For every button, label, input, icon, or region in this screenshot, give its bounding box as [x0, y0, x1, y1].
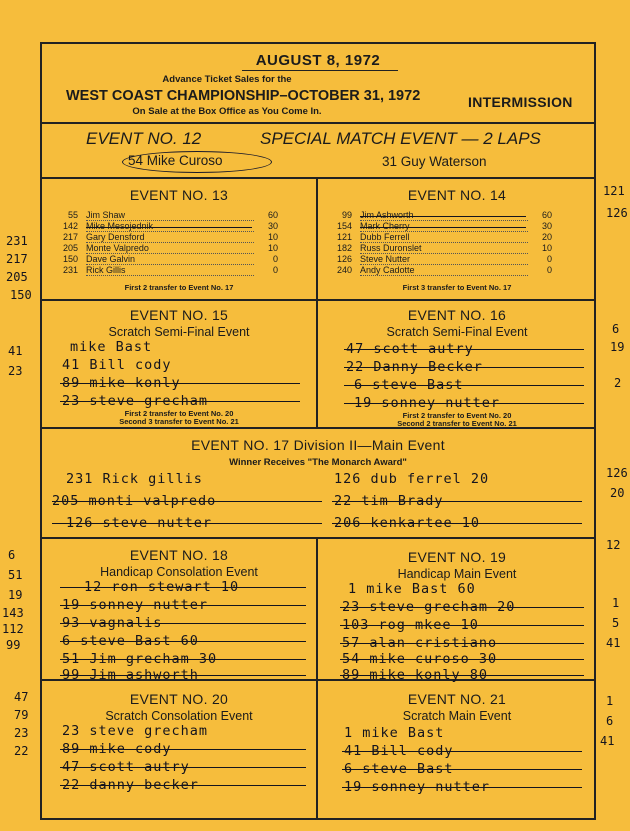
- handwritten-entry: 6 steve Bast: [344, 761, 454, 777]
- table-row: 240 Andy Cadotte 0: [336, 265, 552, 275]
- margin-note: 2: [614, 376, 622, 390]
- strike-through: [344, 403, 584, 404]
- table-row: 126 Steve Nutter 0: [336, 254, 552, 264]
- event-18-section: [42, 539, 316, 681]
- strike-through: [332, 523, 582, 524]
- event-16-title: EVENT NO. 16: [407, 307, 507, 323]
- strike-through: [60, 675, 306, 676]
- margin-note: 150: [10, 288, 32, 302]
- event-17-section: [42, 429, 594, 539]
- program-header: [42, 44, 594, 124]
- advance-sales-text: Advance Ticket Sales for the: [162, 74, 292, 85]
- strike-through: [60, 749, 306, 750]
- event-17-subtitle: Winner Receives "The Monarch Award": [229, 457, 407, 468]
- margin-note: 126: [606, 206, 628, 220]
- handwritten-entry: 41 Bill cody: [62, 357, 172, 373]
- margin-note: 47: [14, 690, 29, 704]
- strike-through: [340, 625, 584, 626]
- handwritten-entry: mike Bast: [70, 339, 153, 355]
- table-row: 142 Mike Mesojednik 30: [62, 221, 278, 231]
- event-12-title: EVENT NO. 12: [86, 129, 202, 148]
- margin-note: 23: [8, 364, 23, 378]
- handwritten-entry: 51 Jim grecham 30: [62, 651, 218, 667]
- handwritten-entry: 126 dub ferrel 20: [334, 471, 490, 487]
- championship-title: WEST COAST CHAMPIONSHIP–OCTOBER 31, 1972: [66, 88, 421, 104]
- table-row: 121 Dubb Ferrell 20: [336, 232, 552, 242]
- strike-through: [340, 607, 584, 608]
- strike-through: [344, 385, 584, 386]
- strike-through: [342, 787, 582, 788]
- program-sheet: [40, 42, 596, 820]
- event-16-subtitle: Scratch Semi-Final Event: [386, 325, 528, 339]
- table-row: 231 Rick Gillis 0: [62, 265, 278, 275]
- margin-note: 99: [6, 638, 21, 652]
- strike-through: [60, 623, 306, 624]
- strike-through: [60, 587, 306, 588]
- handwritten-entry: 23 steve grecham: [62, 723, 209, 739]
- handwritten-entry: 205 monti valpredo: [52, 493, 217, 509]
- handwritten-entry: 1 mike Bast 60: [348, 581, 476, 597]
- handwritten-entry: 23 steve grecham 20: [342, 599, 516, 615]
- on-sale-text: On Sale at the Box Office as You Come In.: [132, 106, 322, 117]
- strike-through: [60, 785, 306, 786]
- handwritten-entry: 89 mike cody: [62, 741, 172, 757]
- margin-note: 231: [6, 234, 28, 248]
- strike-through: [60, 383, 300, 384]
- margin-note: 5: [612, 616, 620, 630]
- event-15-title: EVENT NO. 15: [129, 307, 229, 323]
- event-16-footer-2: Second 2 transfer to Event No. 21: [397, 419, 517, 428]
- handwritten-entry: 231 Rick gillis: [66, 471, 203, 487]
- event-16-footer-1: First 2 transfer to Event No. 20: [402, 411, 512, 420]
- strike-through: [342, 751, 582, 752]
- margin-note: 20: [610, 486, 625, 500]
- margin-note: 217: [6, 252, 28, 266]
- program-date: AUGUST 8, 1972: [255, 52, 381, 69]
- event-12-section: [42, 122, 594, 179]
- margin-note: 6: [606, 714, 614, 728]
- event-15-subtitle: Scratch Semi-Final Event: [108, 325, 250, 339]
- handwritten-entry: 103 rog mkee 10: [342, 617, 479, 633]
- strike-through: [360, 216, 526, 217]
- margin-note: 22: [14, 744, 29, 758]
- table-row: 99 Jim Ashworth 60: [341, 210, 552, 220]
- handwritten-entry: 93 vagnalis: [62, 615, 163, 631]
- margin-note: 41: [600, 734, 615, 748]
- strike-through: [360, 227, 526, 228]
- strike-through: [344, 349, 584, 350]
- event-13-footer: First 2 transfer to Event No. 17: [124, 283, 234, 292]
- margin-note: 6: [8, 548, 16, 562]
- handwritten-entry: 22 Danny Becker: [346, 359, 483, 375]
- strike-through: [60, 605, 306, 606]
- handwritten-entry: 6 steve Bast: [354, 377, 464, 393]
- margin-note: 6: [612, 322, 620, 336]
- event-15-footer-1: First 2 transfer to Event No. 20: [124, 409, 234, 418]
- strike-through: [52, 501, 322, 502]
- handwritten-entry: 126 steve nutter: [66, 515, 213, 531]
- event-21-section: [318, 681, 596, 818]
- handwritten-entry: 57 alan cristiano: [342, 635, 498, 651]
- strike-through: [52, 523, 322, 524]
- event-12-driver-2: 31 Guy Waterson: [382, 154, 487, 169]
- margin-note: 112: [2, 622, 24, 636]
- handwritten-entry: 99 Jim ashworth: [62, 667, 199, 683]
- event-14-section: [318, 177, 596, 301]
- table-row: 150 Dave Galvin 0: [62, 254, 278, 264]
- handwritten-entry: 47 scott autry: [62, 759, 190, 775]
- margin-note: 121: [603, 184, 625, 198]
- table-row: 205 Monte Valpredo 10: [62, 243, 278, 253]
- handwritten-entry: 6 steve Bast 60: [62, 633, 199, 649]
- handwritten-entry: 89 mike konly 80: [342, 667, 489, 683]
- strike-through: [340, 675, 584, 676]
- semi-final-row: [42, 301, 594, 429]
- heat-row-1: [42, 177, 594, 301]
- event-20-section: [42, 681, 316, 818]
- margin-note: 205: [6, 270, 28, 284]
- margin-note: 23: [14, 726, 29, 740]
- event-12-subtitle: SPECIAL MATCH EVENT — 2 LAPS: [260, 129, 541, 148]
- event-20-subtitle: Scratch Consolation Event: [105, 709, 253, 723]
- event-20-title: EVENT NO. 20: [129, 691, 229, 707]
- date-underline: [242, 70, 398, 71]
- event-18-title: EVENT NO. 18: [129, 547, 229, 563]
- table-row: 55 Jim Shaw 60: [67, 210, 278, 220]
- handwritten-entry: 206 kenkartee 10: [334, 515, 481, 531]
- handwritten-entry: 22 tim Brady: [334, 493, 444, 509]
- margin-note: 19: [8, 588, 23, 602]
- margin-note: 1: [606, 694, 614, 708]
- event-16-section: [318, 301, 596, 429]
- margin-note: 41: [606, 636, 621, 650]
- margin-note: 79: [14, 708, 29, 722]
- event-19-subtitle: Handicap Main Event: [397, 567, 517, 581]
- handwritten-entry: 41 Bill cody: [344, 743, 454, 759]
- table-row: 154 Mark Cherry 30: [336, 221, 552, 231]
- strike-through: [340, 643, 584, 644]
- event-18-subtitle: Handicap Consolation Event: [100, 565, 258, 579]
- event-14-footer: First 3 transfer to Event No. 17: [402, 283, 512, 292]
- margin-note: 143: [2, 606, 24, 620]
- strike-through: [60, 401, 300, 402]
- strike-through: [332, 501, 582, 502]
- event-13-section: [42, 177, 316, 301]
- margin-note: 126: [606, 466, 628, 480]
- event-19-title: EVENT NO. 19: [407, 549, 507, 565]
- strike-through: [60, 641, 306, 642]
- table-row: 217 Gary Densford 10: [62, 232, 278, 242]
- handwritten-entry: 1 mike Bast: [344, 725, 445, 741]
- table-row: 182 Russ Duronslet 10: [336, 243, 552, 253]
- event-21-title: EVENT NO. 21: [407, 691, 507, 707]
- event-14-title: EVENT NO. 14: [407, 187, 507, 203]
- margin-note: 51: [8, 568, 23, 582]
- event-17-title: EVENT NO. 17 Division II—Main Event: [191, 437, 445, 453]
- margin-note: 41: [8, 344, 23, 358]
- handwritten-entry: 19 sonney nutter: [354, 395, 501, 411]
- event-21-subtitle: Scratch Main Event: [402, 709, 512, 723]
- strike-through: [60, 767, 306, 768]
- intermission-label: INTERMISSION: [468, 94, 573, 110]
- margin-note: 12: [606, 538, 621, 552]
- margin-note: 1: [612, 596, 620, 610]
- strike-through: [340, 659, 584, 660]
- handwritten-entry: 19 sonney nutter: [62, 597, 209, 613]
- event-19-section: [318, 539, 596, 681]
- margin-note: 19: [610, 340, 625, 354]
- strike-through: [86, 227, 252, 228]
- handwritten-entry: 89 mike konly: [62, 375, 181, 391]
- event-15-footer-2: Second 3 transfer to Event No. 21: [119, 417, 239, 426]
- final-row: [42, 681, 594, 818]
- handwritten-entry: 47 scott autry: [346, 341, 474, 357]
- strike-through: [344, 367, 584, 368]
- strike-through: [60, 659, 306, 660]
- strike-through: [342, 769, 582, 770]
- handwritten-entry: 22 danny becker: [62, 777, 199, 793]
- event-15-section: [42, 301, 316, 429]
- event-13-title: EVENT NO. 13: [129, 187, 229, 203]
- handwritten-entry: 23 steve grecham: [62, 393, 209, 409]
- handwritten-entry: 54 mike curoso 30: [342, 651, 498, 667]
- event-12-driver-1: 54 Mike Curoso: [128, 153, 223, 168]
- handwritten-entry: 19 sonney nutter: [344, 779, 491, 795]
- handicap-row: [42, 539, 594, 681]
- handwritten-entry: 12 ron stewart 10: [84, 579, 240, 595]
